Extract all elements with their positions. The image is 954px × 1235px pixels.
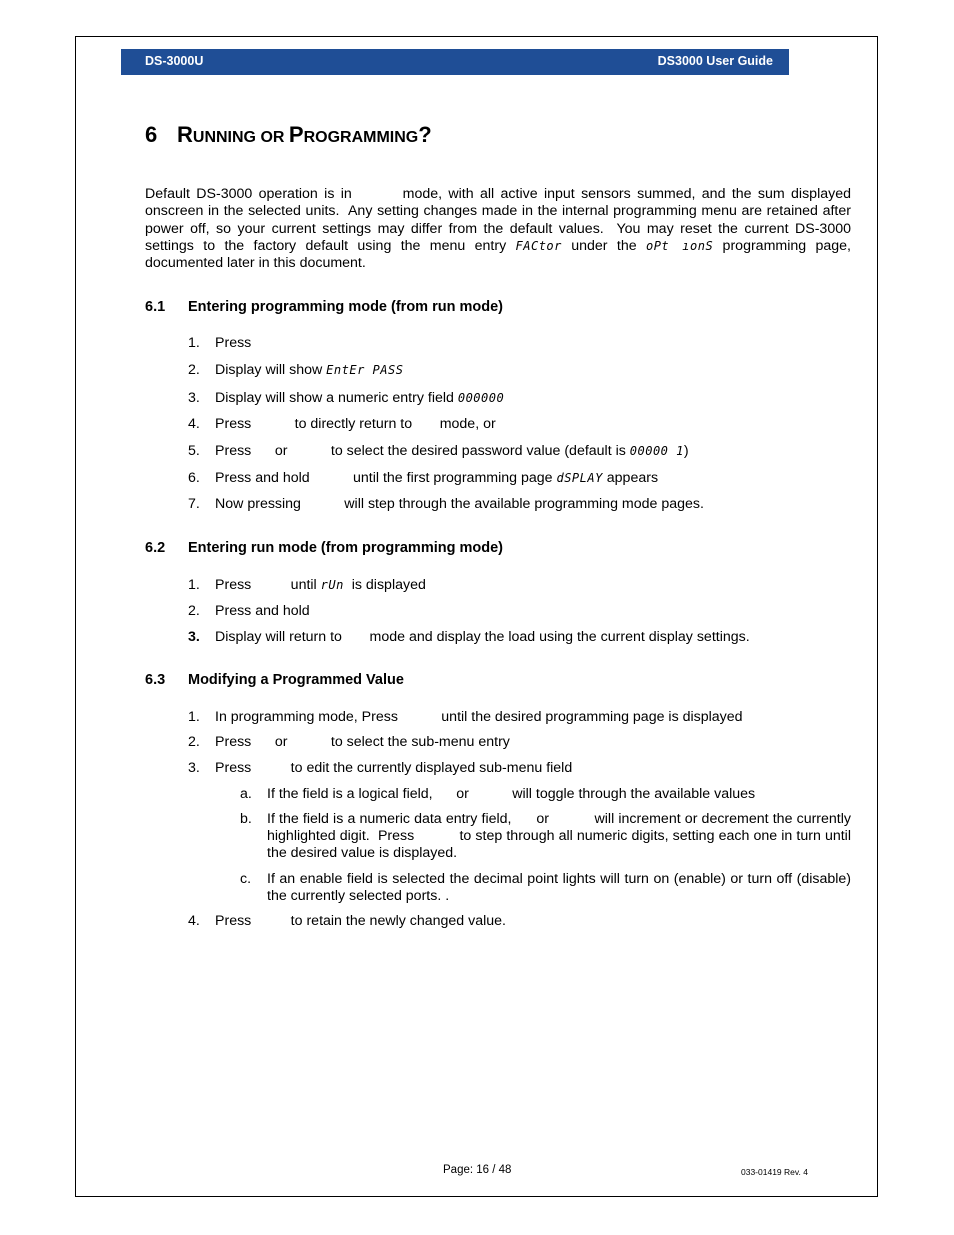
document-revision: 033-01419 Rev. 4 <box>741 1167 808 1177</box>
display-code: EntEr PASS <box>326 363 404 377</box>
display-code: rUn <box>320 578 344 592</box>
display-code: oPt ıonS <box>645 238 714 253</box>
display-code: FACtor <box>515 238 562 253</box>
header-product: DS-3000U <box>145 54 204 68</box>
page-number: Page: 16 / 48 <box>443 1164 512 1176</box>
display-code: dSPLAY <box>556 471 603 485</box>
display-code: 00000 1 <box>629 444 684 458</box>
section-number: 6 <box>145 122 158 147</box>
page-header-bar <box>121 49 789 75</box>
display-code: 000000 <box>457 391 505 405</box>
header-doc-title: DS3000 User Guide <box>657 54 773 68</box>
subsection-heading-6-3: 6.3 Modifying a Programmed Value <box>145 672 404 688</box>
subsection-heading-6-1: 6.1 Entering programming mode (from run mode) <box>145 299 503 315</box>
subsection-heading-6-2: 6.2 Entering run mode (from programming mode) <box>145 540 503 556</box>
sub-list-item: c. If an enable field is selected the decimal point lights will turn on (enable) or turn off (disable) the currently selected ports. . <box>240 871 851 904</box>
sub-list-item: a. If the field is a logical field, or will toggle through the available values <box>240 786 756 802</box>
sub-list-item: b. If the field is a numeric data entry field, or will increment or decrement the currently highlighted digit. Press to step through all numeric digits, setting each one in turn until the desired value is displayed. <box>240 811 855 861</box>
intro-paragraph: Default DS-3000 operation is in mode, with all active input sensors summed, and the sum displayed onscreen in the selected units. Any setting changes made in the internal programming menu are retained after power off, so your current settings may differ from the default values. You may reset the current DS-3000 settings to the factory default using the menu entry FACtor under the oPt ıonS programming page, documented later in this document. <box>145 186 855 272</box>
section-heading: 6 RUNNING OR PROGRAMMING? <box>145 122 432 147</box>
